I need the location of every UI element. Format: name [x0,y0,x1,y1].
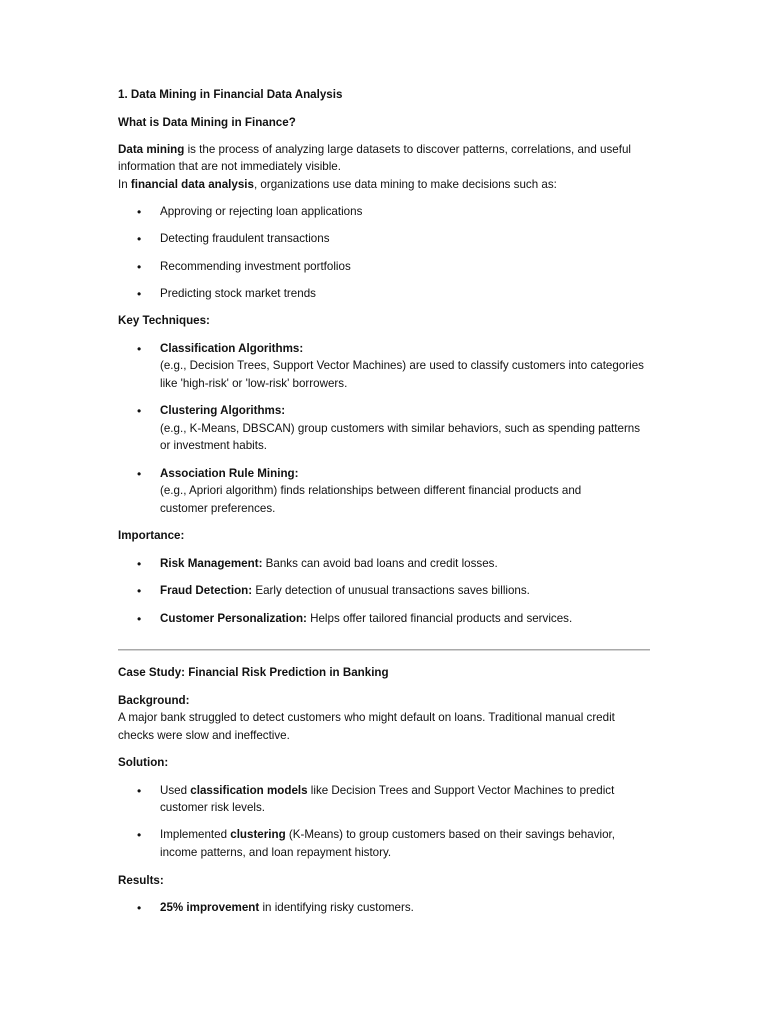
case-study-title: Case Study: Financial Risk Prediction in Banking [118,666,389,679]
bullet-icon: • [137,342,142,356]
section-heading: 1. Data Mining in Financial Data Analysis [118,88,343,101]
technique-text: (e.g., Decision Trees, Support Vector Machines) are used to classify customers into categories [160,359,644,372]
bullet-icon: • [137,205,142,219]
bullet-icon: • [137,828,142,842]
technique-text: (e.g., Apriori algorithm) finds relationships between different financial products and [160,484,582,497]
bullet-icon: • [137,612,142,626]
intro-line-2: information that are not immediately visible. [118,160,341,173]
list-item: Approving or rejecting loan applications [160,205,363,218]
importance-item: Fraud Detection: Early detection of unusual transactions saves billions. [160,584,530,597]
horizontal-divider [118,649,650,651]
technique-text: or investment habits. [160,439,267,452]
list-item: Recommending investment portfolios [160,260,351,273]
solution-item: income patterns, and loan repayment history. [160,846,392,859]
bullet-icon: • [137,404,142,418]
technique-title: Classification Algorithms: [160,342,304,355]
technique-title: Association Rule Mining: [160,467,299,480]
bullet-icon: • [137,901,142,915]
background-heading: Background: [118,694,190,707]
technique-text: customer preferences. [160,502,276,515]
intro-line-1: Data mining is the process of analyzing large datasets to discover patterns, correlations, and useful [118,143,631,156]
section-question: What is Data Mining in Finance? [118,116,296,129]
bullet-icon: • [137,467,142,481]
list-item: Predicting stock market trends [160,287,316,300]
background-text: checks were slow and ineffective. [118,729,290,742]
technique-text: (e.g., K-Means, DBSCAN) group customers with similar behaviors, such as spending patterns [160,422,641,435]
bullet-icon: • [137,784,142,798]
technique-text: like 'high-risk' or 'low-risk' borrowers. [160,377,348,390]
list-item: Detecting fraudulent transactions [160,232,330,245]
solution-item: customer risk levels. [160,801,266,814]
bullet-icon: • [137,260,142,274]
solution-item: Implemented clustering (K-Means) to group customers based on their savings behavior, [160,828,615,841]
solution-heading: Solution: [118,756,169,769]
technique-title: Clustering Algorithms: [160,404,286,417]
bullet-icon: • [137,557,142,571]
result-item: 25% improvement in identifying risky customers. [160,901,414,914]
importance-heading: Importance: [118,529,185,542]
importance-item: Risk Management: Banks can avoid bad loans and credit losses. [160,557,498,570]
results-heading: Results: [118,874,164,887]
bullet-icon: • [137,584,142,598]
techniques-heading: Key Techniques: [118,314,210,327]
intro-line-3: In financial data analysis, organizations use data mining to make decisions such as: [118,178,557,191]
background-text: A major bank struggled to detect customers who might default on loans. Traditional manual credit [118,711,615,724]
solution-item: Used classification models like Decision Trees and Support Vector Machines to predict [160,784,615,797]
bullet-icon: • [137,232,142,246]
bullet-icon: • [137,287,142,301]
importance-item: Customer Personalization: Helps offer tailored financial products and services. [160,612,573,625]
